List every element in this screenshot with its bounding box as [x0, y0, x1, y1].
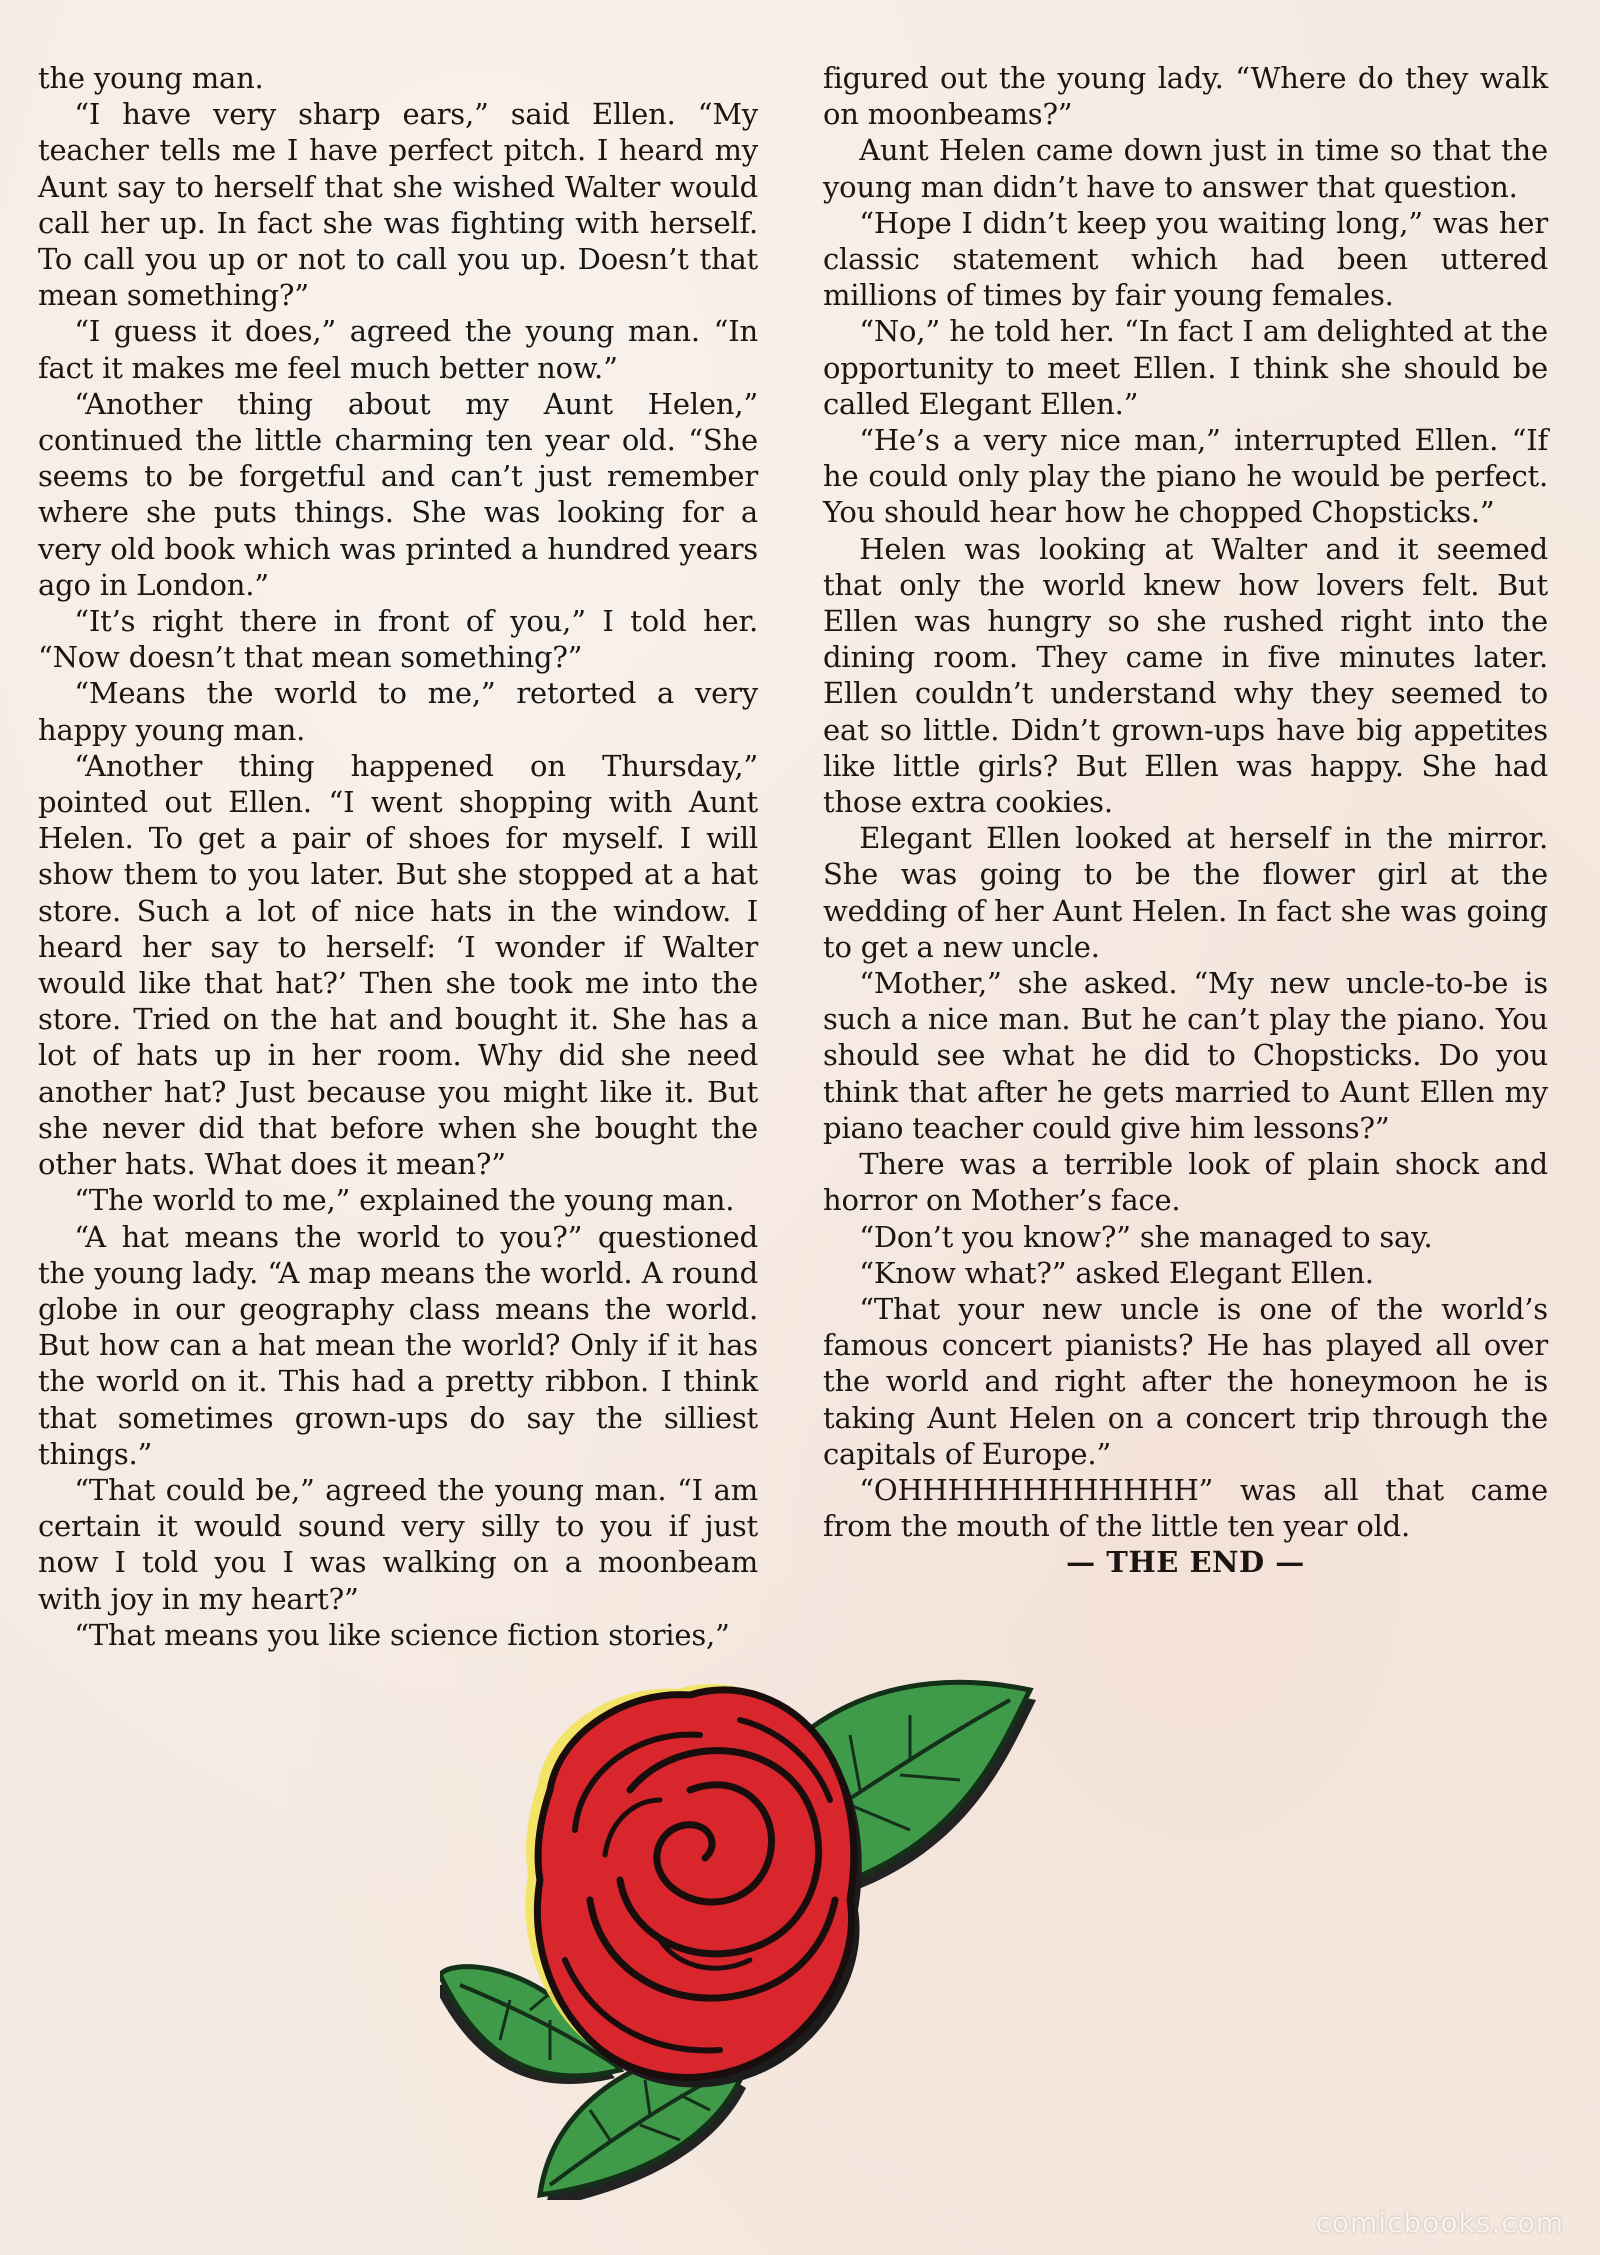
paragraph: Helen was looking at Walter and it seemed that only the world knew how lovers felt. But Ellen was hungry so she rushed right into the dining room. They came in five minutes later. Ellen couldn’t understand why they seemed to eat so little. Didn’t grown-ups have big appetites like little girls? But Ellen was happy. She had those extra cookies.	[823, 531, 1548, 820]
paragraph: “Know what?” asked Elegant Ellen.	[859, 1255, 1374, 1290]
paragraph: “That means you like science fiction stories,”	[74, 1617, 730, 1652]
paragraph: There was a terrible look of plain shock and horror on Mother’s face.	[823, 1147, 1548, 1218]
right-text-column	[823, 60, 1548, 1581]
paragraph: “Means the world to me,” retorted a very happy young man.	[38, 676, 758, 747]
paragraph: Elegant Ellen looked at herself in the mirror. She was going to be the flower girl at the wedding of her Aunt Helen. In fact she was going to get a new uncle.	[823, 821, 1548, 964]
rose-petals	[537, 1690, 853, 2077]
paragraph: “OHHHHHHHHHHHH” was all that came from the mouth of the little ten year old.	[823, 1472, 1548, 1544]
paragraph: “He’s a very nice man,” interrupted Ellen. “If he could only play the piano he would be perfect. You should hear how he chopped Chopsticks.”	[823, 423, 1548, 530]
paragraph: “Another thing happened on Thursday,” pointed out Ellen. “I went shopping with Aunt Helen. To get a pair of shoes for myself. I will show them to you later. But she stopped at a hat store. Such a lot of nice hats in the window. I heard her say to herself: ‘I wonder if Walter would like that hat?’ Then she took me into the store. Tried on the hat and bought it. She has a lot of hats up in her room. Why did she need another hat? Just because you might like it. But she never did that before when she bought the other hats. What does it mean?”	[38, 748, 758, 1182]
left-text-column	[38, 60, 758, 1653]
paragraph: “I guess it does,” agreed the young man. “In fact it makes me feel much better now.”	[38, 314, 758, 385]
paragraph: “It’s right there in front of you,” I told her. “Now doesn’t that mean something?”	[38, 604, 758, 675]
paragraph: “Another thing about my Aunt Helen,” continued the little charming ten year old. “She seems to be forgetful and can’t just remember where she puts things. She was looking for a very old book which was printed a hundred years ago in London.”	[38, 386, 758, 602]
paragraph: “Hope I didn’t keep you waiting long,” was her classic statement which had been uttered millions of times by fair young females.	[823, 205, 1548, 313]
paragraph: “Don’t you know?” she managed to say.	[859, 1219, 1433, 1254]
paragraph: the young man.	[38, 61, 264, 95]
paragraph: “No,” he told her. “In fact I am delighted at the opportunity to meet Ellen. I think she should be called Elegant Ellen.”	[823, 314, 1548, 421]
paragraph: Aunt Helen came down just in time so that the young man didn’t have to answer that question.	[823, 133, 1548, 204]
paragraph: “Mother,” she asked. “My new uncle-to-be is such a nice man. But he can’t play the piano. You should see what he did to Chopsticks. Do you think that after he gets married to Aunt Ellen my piano teacher could give him lessons?”	[823, 966, 1548, 1145]
paragraph: “That your new uncle is one of the world’s famous concert pianists? He has played all over the world and right after the honeymoon he is taking Aunt Helen on a concert trip through the capitals of Europe.”	[823, 1291, 1548, 1471]
the-end-label: — THE END —	[1066, 1545, 1305, 1580]
paragraph: “A hat means the world to you?” questioned the young lady. “A map means the world. A round globe in our geography class means the world. But how can a hat mean the world? Only if it has the world on it. This had a pretty ribbon. I think that sometimes grown-ups do say the silliest things.”	[38, 1219, 758, 1471]
watermark-text: comicbooks.com	[1315, 2206, 1564, 2239]
rose-icon	[440, 1640, 1080, 2200]
paragraph: “The world to me,” explained the young man.	[74, 1183, 735, 1218]
paragraph: “That could be,” agreed the young man. “I am certain it would sound very silly to you if just now I told you I was walking on a moonbeam with joy in my heart?”	[38, 1472, 758, 1616]
paragraph: figured out the young lady. “Where do they walk on moonbeams?”	[823, 61, 1548, 132]
paragraph: “I have very sharp ears,” said Ellen. “My teacher tells me I have perfect pitch. I heard my Aunt say to herself that she wished Walter would call her up. In fact she was fighting with herself. To call you up or not to call you up. Doesn’t that mean something?”	[38, 97, 758, 313]
